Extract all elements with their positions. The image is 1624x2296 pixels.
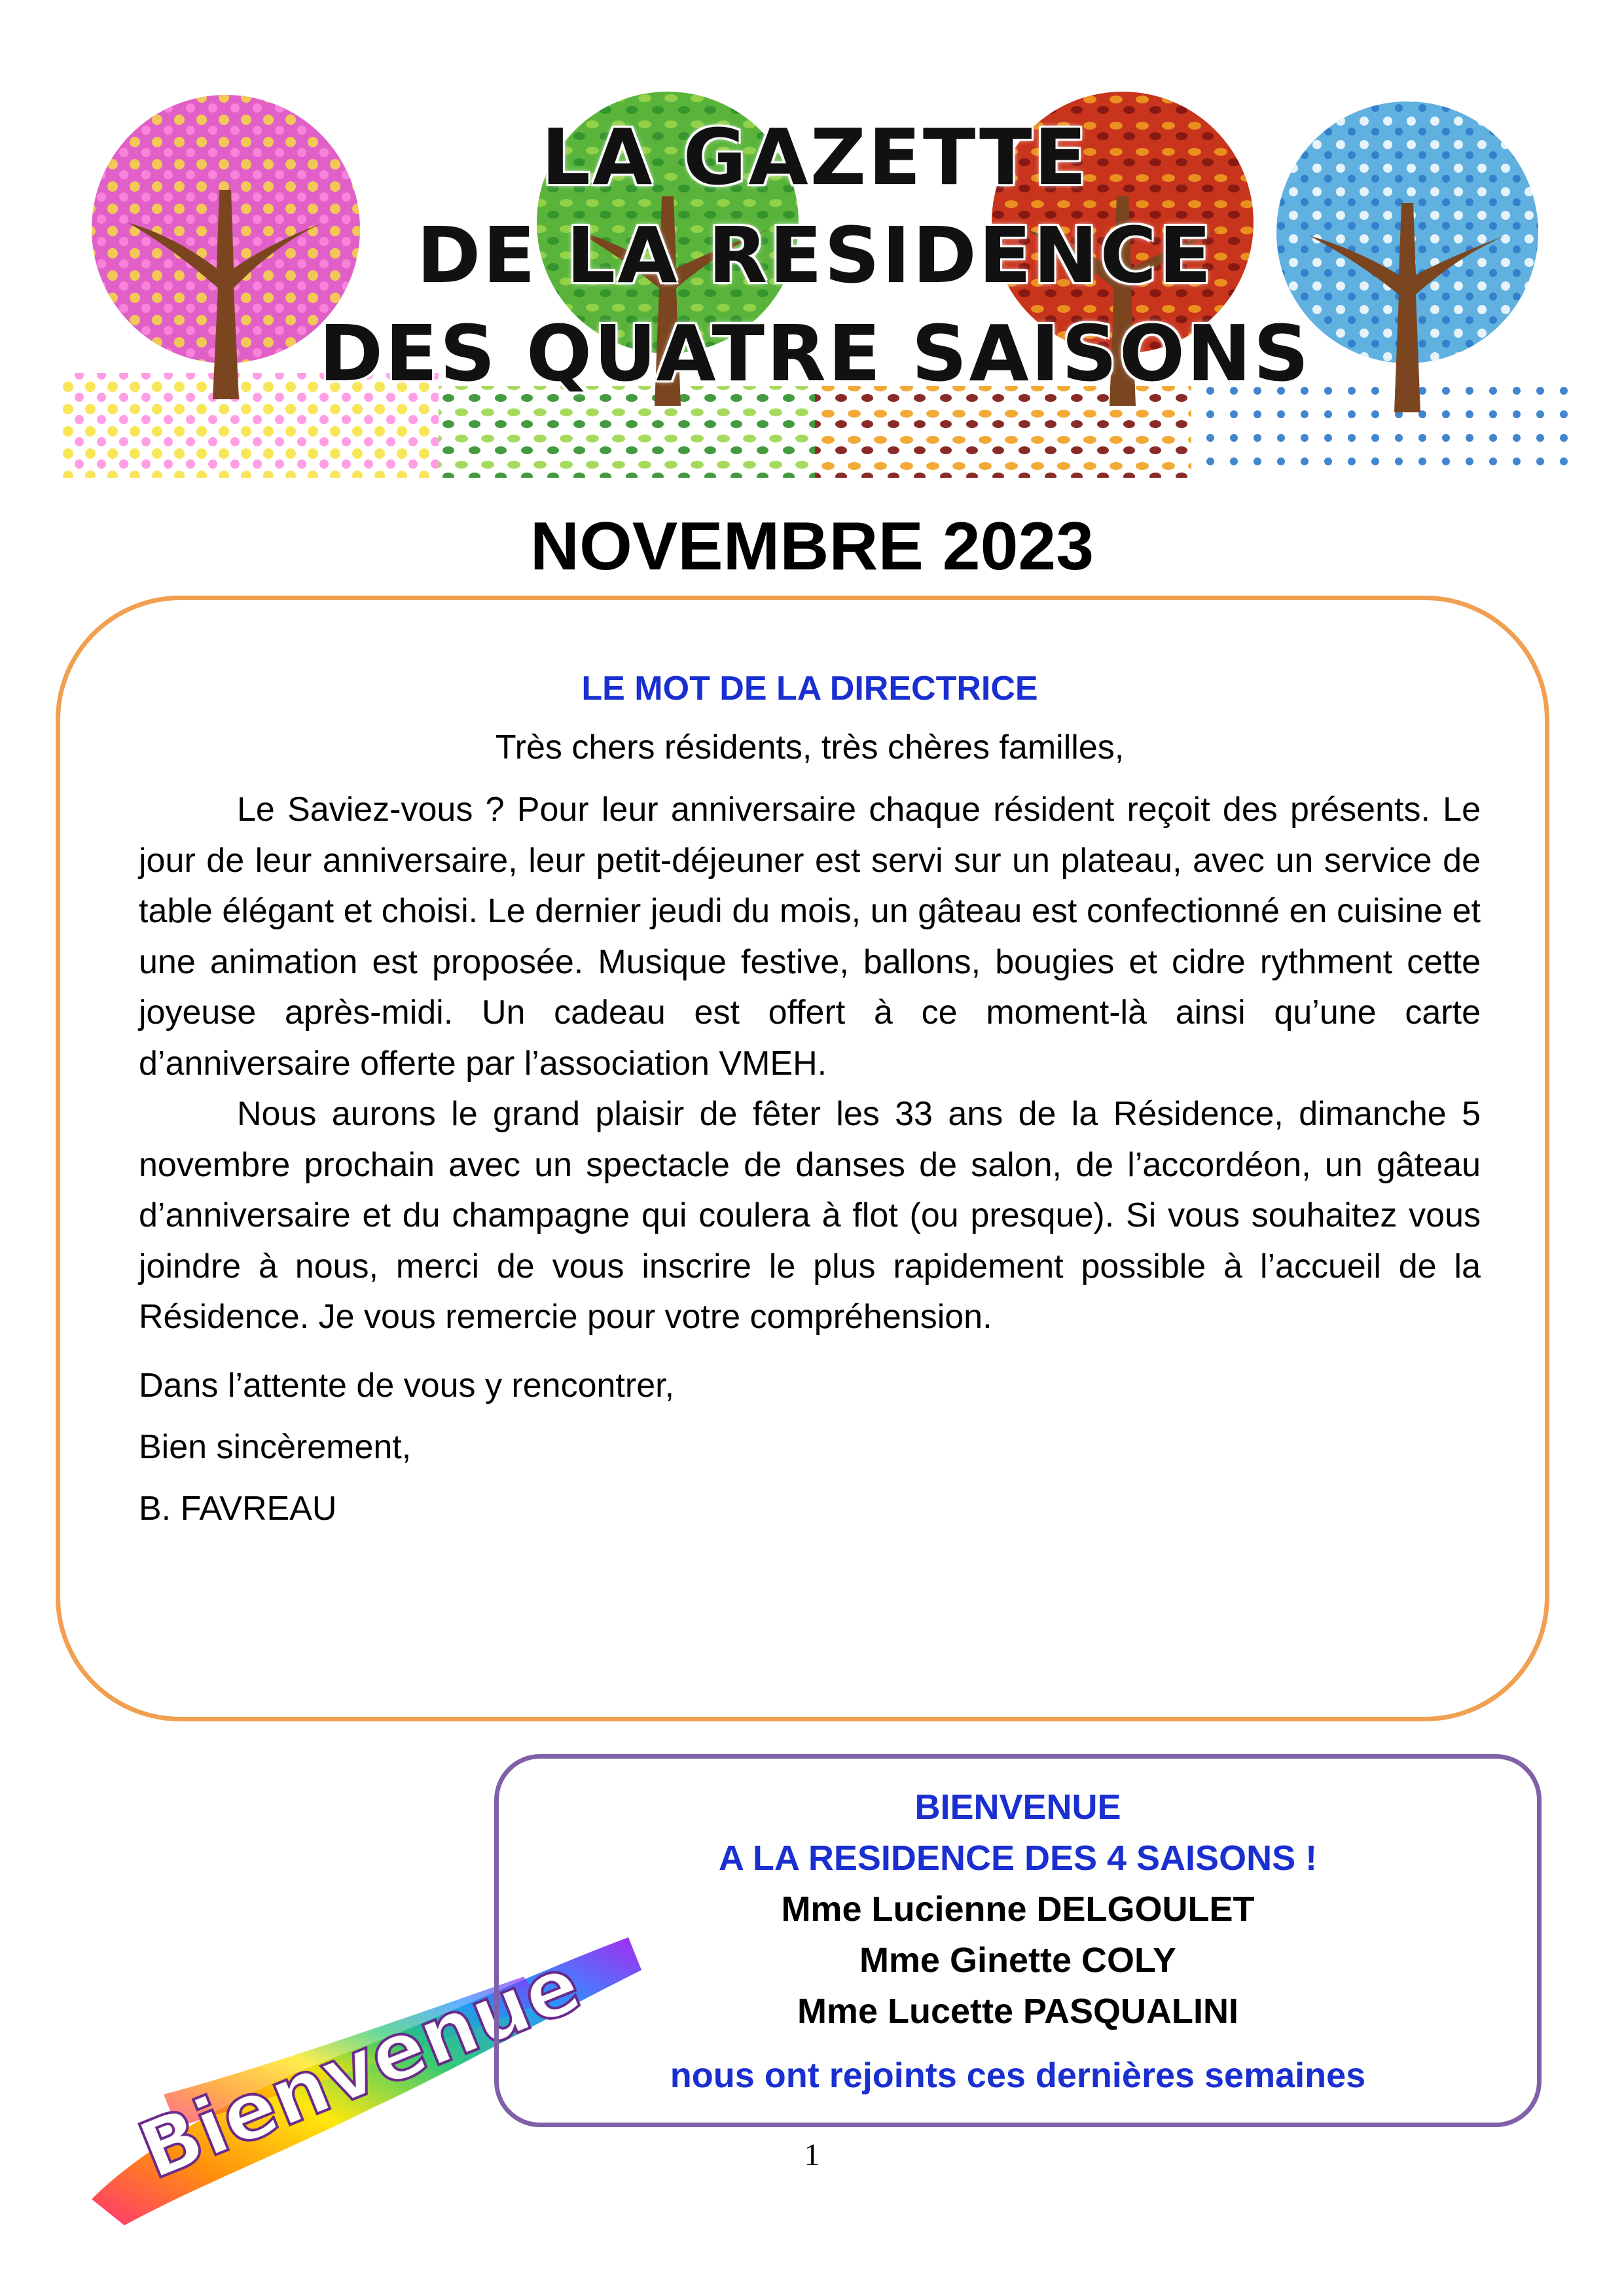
welcome-title-line-1: BIENVENUE	[914, 1787, 1121, 1827]
issue-date: NOVEMBRE 2023	[530, 509, 1094, 584]
editorial-regards: Bien sincèrement,	[139, 1427, 412, 1466]
welcome-footer: nous ont rejoints ces dernières semaines	[670, 2056, 1366, 2095]
editorial-paragraph: Le Saviez-vous ? Pour leur anniversaire chaque résident reçoit des présents. Le jour de leur anniversaire, leur petit-déjeuner est servi sur un plateau, avec un service de table élégant et choisi. Le dernier jeudi du mois, un gâteau est confectionné en cuisine et une animation est proposée. Musique festive, ballons, bougies et cidre rythment cette joyeuse après-midi. Un cadeau est offert à ce moment-là ainsi qu’une carte d’anniversaire offerte par l’association VMEH.	[139, 791, 1481, 1083]
editorial-greeting: Très chers résidents, très chères familles,	[495, 728, 1125, 766]
page-number: 1	[804, 2138, 820, 2172]
welcome-title-line-2: A LA RESIDENCE DES 4 SAISONS !	[718, 1839, 1318, 1878]
banner	[62, 92, 1568, 478]
editorial-box	[56, 596, 1549, 1721]
welcome-box	[494, 1754, 1542, 2127]
editorial-signature: B. FAVREAU	[139, 1489, 337, 1528]
editorial-closing: Dans l’attente de vous y rencontrer,	[139, 1366, 675, 1405]
welcome-name: Mme Lucienne DELGOULET	[781, 1890, 1255, 1929]
welcome-name: Mme Lucette PASQUALINI	[797, 1992, 1239, 2031]
banner-title-line-2: DE LA RESIDENCE	[416, 210, 1214, 300]
editorial-content	[139, 666, 1481, 1532]
banner-title	[62, 108, 1568, 403]
banner-title-line-1: LA GAZETTE	[541, 112, 1089, 202]
bienvenue-logo-text: Bienvenue	[127, 1938, 593, 2198]
welcome-name: Mme Ginette COLY	[859, 1941, 1177, 1980]
banner-title-line-3: DES QUATRE SAISONS	[319, 308, 1311, 399]
welcome-content	[499, 1782, 1537, 2101]
editorial-paragraph: Nous aurons le grand plaisir de fêter les 33 ans de la Résidence, dimanche 5 novembre prochain avec un spectacle de danses de salon, de l’accordéon, un gâteau d’anniversaire et du champagne qui coulera à flot (ou presque). Si vous souhaitez vous joindre à nous, merci de vous inscrire le plus rapidement possible à l’accueil de la Résidence. Je vous remercie pour votre compréhension.	[139, 1095, 1481, 1336]
editorial-title: LE MOT DE LA DIRECTRICE	[581, 670, 1038, 708]
